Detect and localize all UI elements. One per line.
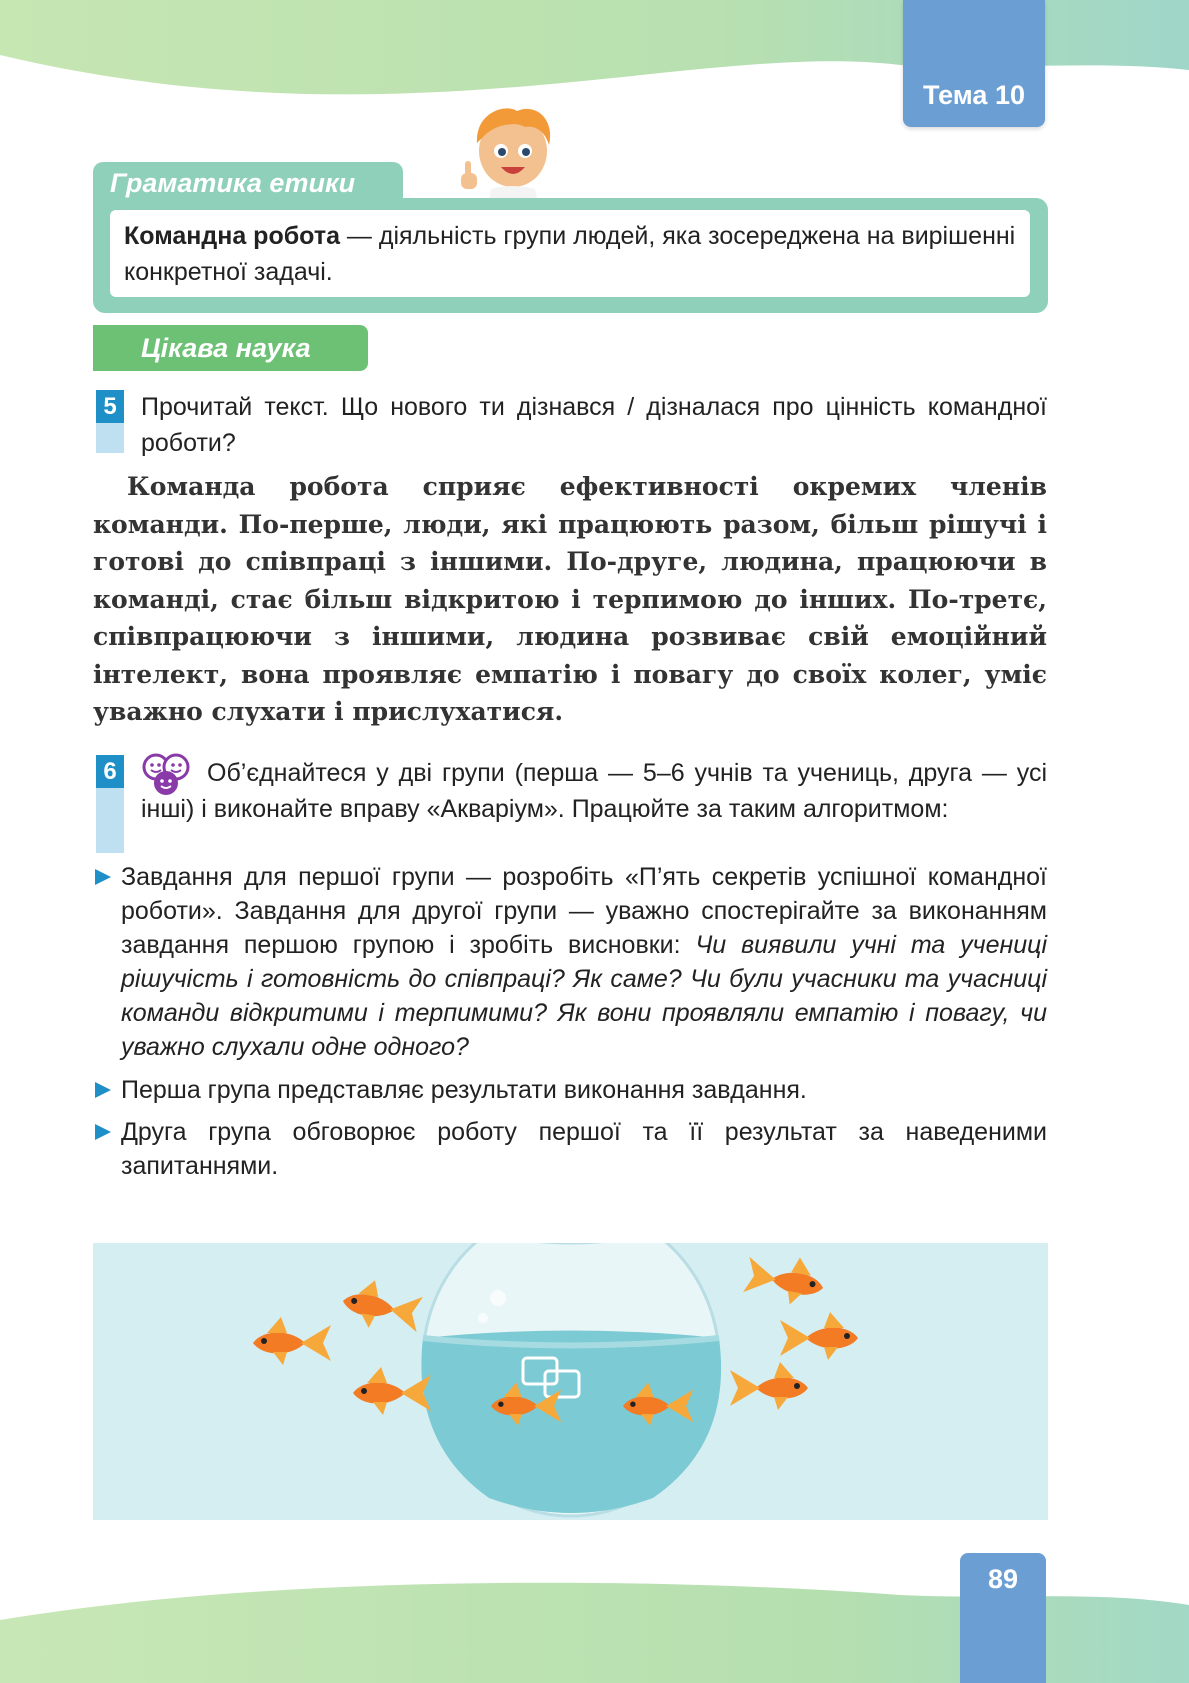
task-5-text: Прочитай текст. Що нового ти дізнався / дізналася про цінність командної роботи? [141, 393, 1047, 457]
reading-text: Команда робота сприяє ефективності окремих членів команди. По-перше, люди, які працюють разом, більш рішучі і готові до співпраці з іншими. По-друге, людина, працюючи в команді, стає більш відкритою і терпимою до інших. По-третє, співпрацюючи з іншими, людина розвиває свій емоційний інтелект, вона проявляє емпатію і повагу до своїх колег, уміє уважно слухати і прислухатися. [93, 472, 1047, 726]
task-number-bar [96, 788, 124, 853]
topic-label: Тема 10 [923, 80, 1025, 110]
grammar-definition-text: — діяльність групи людей, яка зосереджена на вирішенні конкретної задачі. [124, 222, 1016, 286]
section-title: Цікава наука [141, 333, 311, 363]
bullet-arrow-icon [95, 1124, 111, 1140]
bullet-text [121, 860, 1047, 1064]
page-number: 89 [987, 1564, 1019, 1594]
boy-illustration [455, 103, 575, 208]
bullet-arrow-icon [95, 1082, 111, 1098]
grammar-term: Командна робота [124, 222, 340, 250]
bullet-plain-text: Завдання для першої групи — розробіть «П’ять секретів успішної командної роботи». Завдання для другої групи — уважно спостерігайте за виконанням завдання першою групою і зробіть висновки: [121, 863, 1047, 959]
bullet-italic-text: Чи виявили учні та учениці рішучість і готовність до співпраці? Як саме? Чи були учасники та учасниці команди відкритими і терпимими? Як вони проявляли емпатію і повагу, чи уважно слухали одне одного? [121, 931, 1047, 1061]
bullet-text: Друга група обговорює роботу першої та її результат за наведеними запитаннями. [121, 1118, 1047, 1180]
bullet-text: Перша група представляє результати виконання завдання. [121, 1076, 807, 1104]
task-number-bar [96, 423, 124, 453]
group-work-icon [140, 751, 196, 797]
aquarium-illustration [93, 1243, 1048, 1520]
grammar-definition [124, 218, 1024, 290]
task-number-6: 6 [96, 755, 124, 788]
task-number-5: 5 [96, 390, 124, 423]
task-6-text: Об’єднайтеся у дві групи (перша — 5–6 учнів та учениць, друга — усі інші) і виконайте вправу «Акваріум». Працюйте за таким алгоритмом: [141, 759, 1047, 823]
grammar-title: Граматика етики [110, 168, 356, 198]
bullet-arrow-icon [95, 869, 111, 885]
